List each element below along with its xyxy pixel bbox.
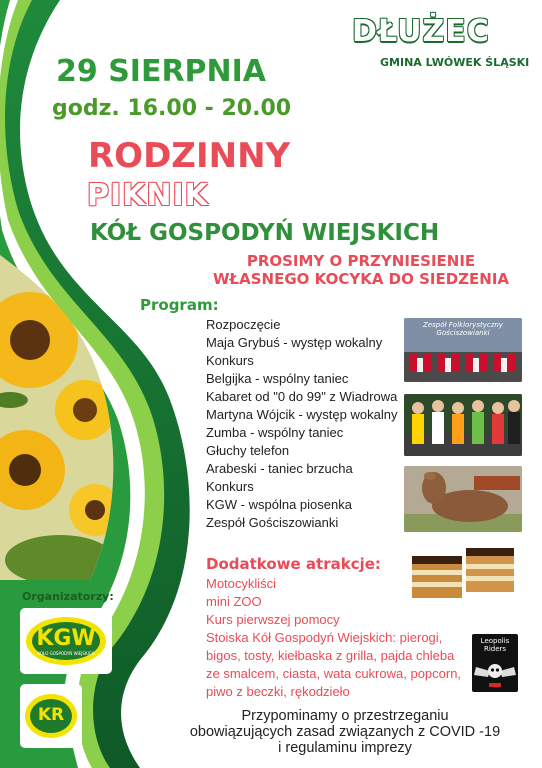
program-item: Arabeski - taniec brzucha <box>206 461 353 476</box>
kgw-logo-card <box>20 608 112 674</box>
alpaca-illustration <box>404 466 522 532</box>
extras-line: mini ZOO <box>206 594 262 609</box>
covid-line-3: i regulaminu imprezy <box>278 740 412 756</box>
kr-logo-text: KR <box>37 705 65 725</box>
kr-logo-card <box>20 684 82 748</box>
blanket-request <box>206 252 516 288</box>
event-date: 29 SIERPNIA <box>56 54 267 89</box>
program-item: Konkurs <box>206 479 254 494</box>
title-line-1: RODZINNY <box>88 136 291 176</box>
kgw-logo-caption: KOŁO GOSPODYŃ WIEJSKICH <box>37 651 95 656</box>
band-banner-text: Zespół Folklorystyczny Gościszowianki <box>423 321 503 337</box>
covid-line-2: obowiązujących zasad związanych z COVID -19 <box>189 724 501 740</box>
extras-line: piwo z beczki, rękodzieło <box>206 684 350 699</box>
cabaret-photo <box>404 394 522 456</box>
extras-line: Stoiska Kół Gospodyń Wiejskich: pierogi, <box>206 630 443 645</box>
program-list <box>206 316 397 532</box>
extras-line: Motocykliści <box>206 576 277 591</box>
extras-line: bigos, tosty, kiełbaska z grilla, pajda chleba <box>206 648 455 663</box>
moto-club-text: Leopolis Riders <box>480 637 510 653</box>
blanket-request-line-1: PROSIMY O PRZYNIESIENIE <box>246 252 476 270</box>
program-item: Belgijka - wspólny taniec <box>206 371 349 386</box>
program-item: Rozpoczęcie <box>206 317 281 332</box>
program-item: Konkurs <box>206 353 254 368</box>
gmina-subtitle: GMINA LWÓWEK ŚLĄSKI <box>380 56 530 69</box>
extras-line: Kurs pierwszej pomocy <box>206 612 340 627</box>
sunflowers-image <box>0 250 130 590</box>
alpaca-photo <box>404 466 522 532</box>
town-title: DŁUŻEC <box>352 14 490 49</box>
moto-club-logo <box>472 634 518 692</box>
program-item: Głuchy telefon <box>206 443 290 458</box>
kgw-logo-text: KGW <box>36 626 96 651</box>
program-item: KGW - wspólna piosenka <box>206 497 352 512</box>
covid-reminder <box>180 708 510 756</box>
extras-heading: Dodatkowe atrakcje: <box>206 555 381 573</box>
organizers-heading: Organizatorzy: <box>22 590 114 603</box>
blanket-request-line-2: WŁASNEGO KOCYKA DO SIEDZENIA <box>212 270 510 288</box>
extras-line: ze smalcem, ciasta, wata cukrowa, popcorn, <box>206 666 462 681</box>
covid-line-1: Przypominamy o przestrzeganiu <box>241 708 449 724</box>
cabaret-illustration <box>404 394 522 456</box>
extras-list <box>206 575 468 701</box>
title-line-2: PIKNIK <box>87 178 209 213</box>
skull-wings-icon <box>472 653 518 693</box>
event-hours: godz. 16.00 - 20.00 <box>52 96 292 121</box>
program-item: Zespół Gościszowianki <box>206 515 339 530</box>
program-item: Maja Grybuś - występ wokalny <box>206 335 383 350</box>
folk-band-photo <box>404 318 522 382</box>
program-item: Kabaret od "0 do 99" z Wiadrowa <box>206 389 398 404</box>
title-line-3: KÓŁ GOSPODYŃ WIEJSKICH <box>90 220 440 246</box>
program-item: Martyna Wójcik - występ wokalny <box>206 407 398 422</box>
program-heading: Program: <box>140 296 219 314</box>
program-item: Zumba - wspólny taniec <box>206 425 344 440</box>
